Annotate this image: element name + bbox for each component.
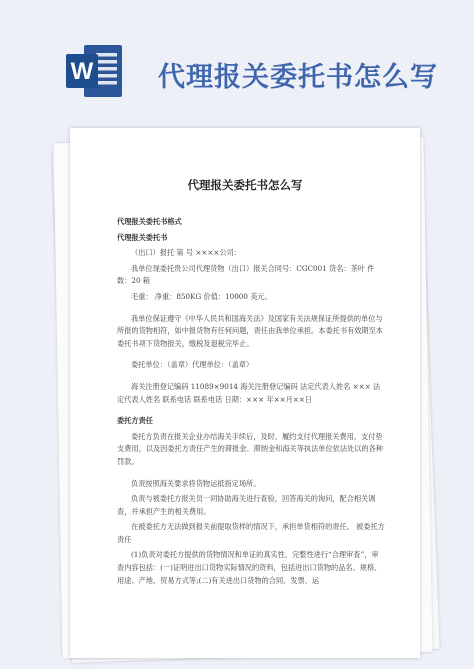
paragraph: 委托方责任 [117,416,153,426]
svg-text:W: W [70,58,94,85]
paragraph: 委托方负责在报关企业办结海关手续后，及时、履约支付代理报关费用，支付垫支费用，以及因委托方责任产生的滞报金、滞纳金和海关等执法单位依法处以的各种罚款。 [117,431,383,466]
paragraph: （出口）报托 第 号 ××××公司： [131,248,242,258]
paragraph: 我单位保证遵守《中华人民共和国海关法》及国家有关法规保证所提供的单位与所报的货物相符，如中报货物有任何问题，责任由我单位承担。本委托书有效期至本委托书项下货物报关，缴税及退税完毕止。 [117,313,383,348]
paragraph: 负责与被委托方报关员一同协助海关进行查验，回答海关的询问，配合相关调查，并承担产生的相关费用。 [117,494,376,516]
paragraph: 在被委托方无法做到报关前提取货样的情况下，承担单货相符的责任。 被委托方责任 [117,522,385,544]
document-body [117,216,385,590]
header [0,0,474,118]
paragraph: (1)负责对委托方提供的货物情况和单证的真实性、完整性进行“合理审查”，审查内容包括：(一)证明进出口货物实际情况的资料，包括进出口货物的品名、规格、用途、产地、贸易方式等;(二)有关进出口货物的合同、发票、运 [117,550,382,585]
paragraph: 代理报关委托书 [117,232,168,242]
document-page [70,128,420,658]
paragraph: 负责按照海关要求将货物运抵指定场所。 [131,478,261,488]
paragraph: 代理报关委托书格式 [117,217,182,226]
word-icon [66,42,124,100]
paragraph: 我单位现委托贵公司代理货物（出口）报关合同号：CGC001 货名：茶叶 件数：20 箱 [117,263,375,286]
paragraph: 委托单位：（盖章）代理单位：（盖章） [131,360,254,370]
document-title: 代理报关委托书怎么写 [187,178,303,192]
paragraph: 海关注册登记编码 11089×9014 海关注册登记编码 法定代表人姓名 ××× 法定代表人姓名 联系电话 联系电话 日期：××× 年××月××日 [117,381,381,404]
page-title: 代理报关委托书怎么写 [158,62,438,93]
paragraph: 毛重： 净重：850KG 价值：10000 美元。 [131,291,272,301]
